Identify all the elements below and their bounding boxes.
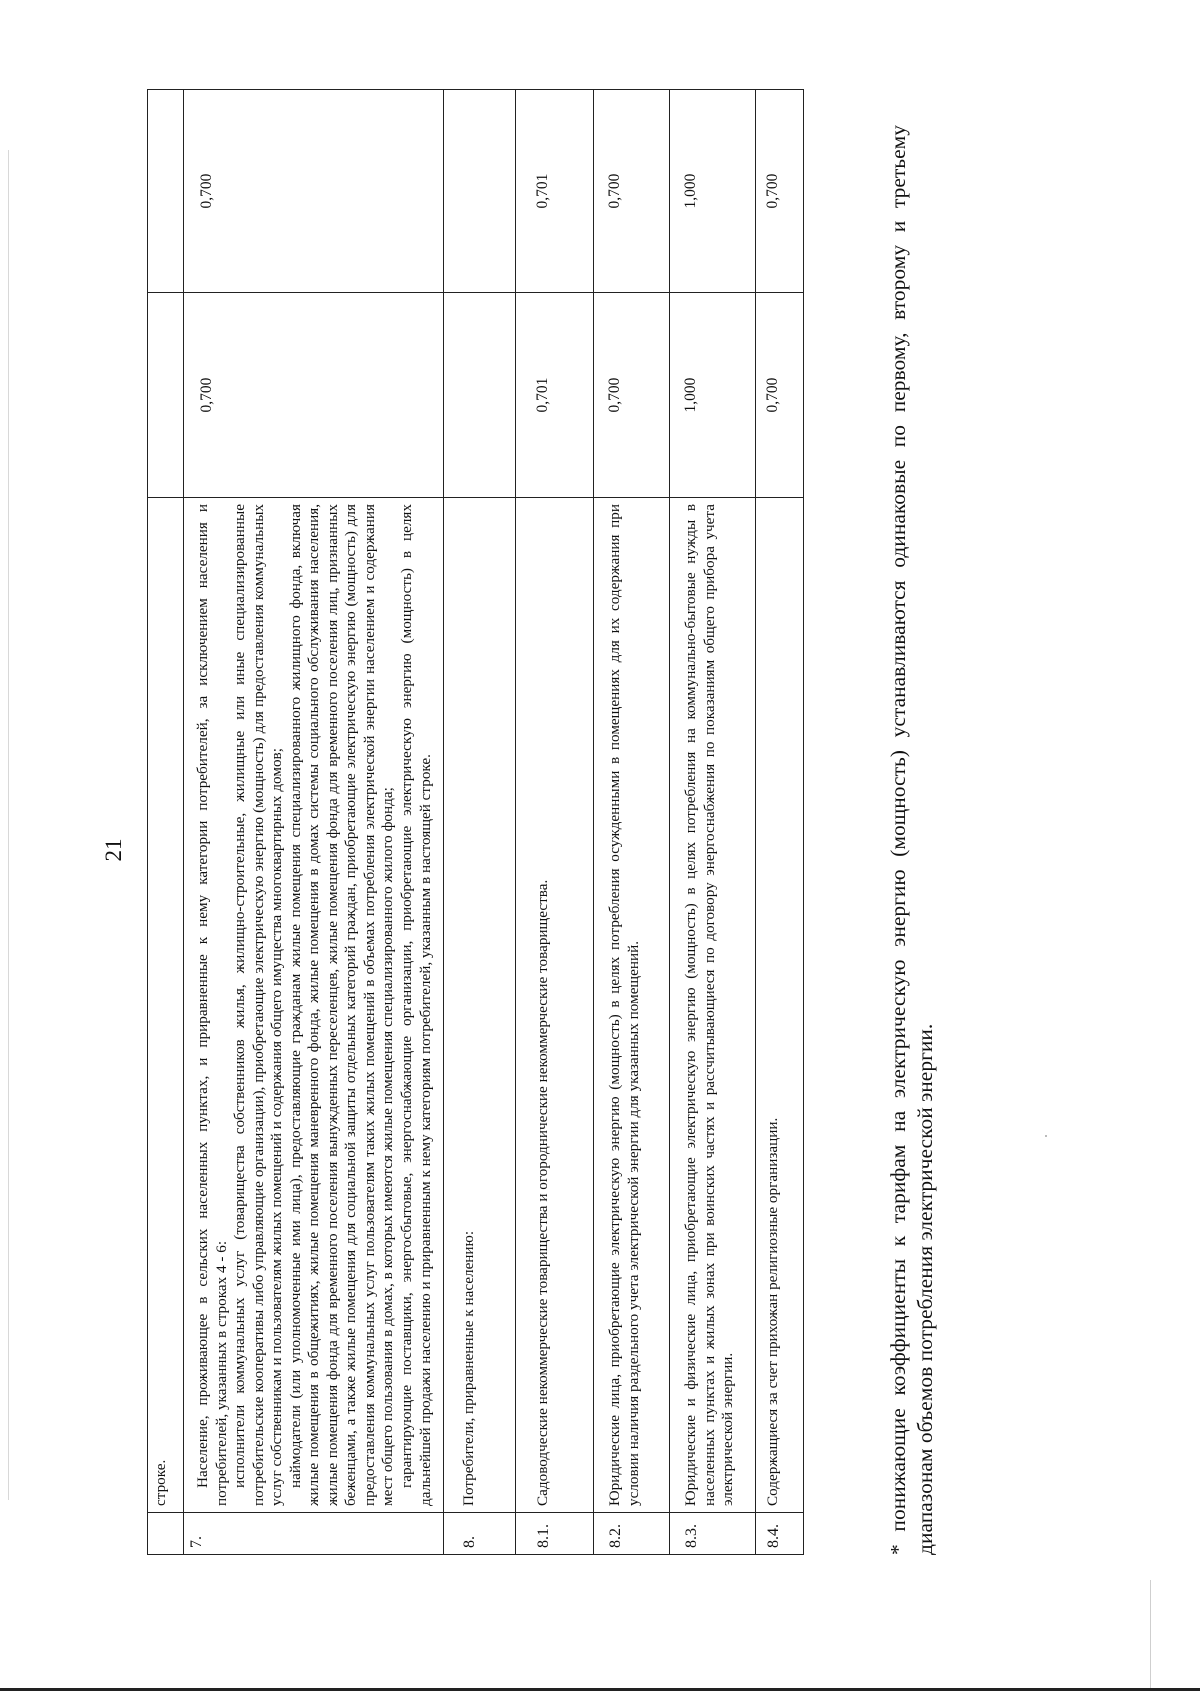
coefficient-value: 1,000 bbox=[670, 90, 756, 293]
continuation-text: строке. bbox=[148, 498, 184, 1513]
table-row-8-3 bbox=[670, 90, 756, 1555]
scan-edge-line bbox=[1150, 1580, 1151, 1690]
paragraph: гарантирующие поставщики, энергосбытовые, энергоснабжающие организации, приобретающие электрическую энергию (мощность) в целях дальнейшей продажи населению и приравненным к нему категориям потребителей, указанным в настоящей строке. bbox=[398, 504, 434, 1506]
scan-bottom-border bbox=[0, 1688, 1200, 1691]
row-description: Потребители, приравненные к населению: bbox=[444, 498, 516, 1513]
row-number: 8.1. bbox=[516, 1513, 594, 1555]
page-number: 21 bbox=[101, 838, 126, 862]
coefficient-value: 0,700 bbox=[184, 90, 444, 293]
table-row-8-2 bbox=[594, 90, 670, 1555]
row-number: 7. bbox=[184, 1513, 444, 1555]
table-row-8-1 bbox=[516, 90, 594, 1555]
coefficient-value bbox=[444, 293, 516, 498]
row-number: 8. bbox=[444, 1513, 516, 1555]
table-row-8 bbox=[444, 90, 516, 1555]
scan-edge-line bbox=[8, 150, 9, 1500]
coefficient-value: 0,700 bbox=[756, 90, 804, 293]
coefficient-value: 1,000 bbox=[670, 293, 756, 498]
row-description: Садоводческие некоммерческие товарищества и огороднические некоммерческие товарищества. bbox=[516, 498, 594, 1513]
paragraph: исполнители коммунальных услуг (товарищества собственников жилья, жилищно-строительные, жилищные или иные специализированные потребительские кооперативы либо управляющие организации), приобретающие электрическую энергию (мощность) для предоставления коммунальных услуг собственникам и пользователям жилых помещений и содержания общего имущества многоквартирных домов; bbox=[231, 504, 286, 1506]
row-number: 8.3. bbox=[670, 1513, 756, 1555]
row-number-cell bbox=[148, 1513, 184, 1555]
document-page bbox=[95, 85, 1105, 1615]
table-row-continuation bbox=[148, 90, 184, 1555]
coefficients-table bbox=[147, 89, 804, 1555]
coefficient-value: 0,700 bbox=[594, 90, 670, 293]
row-number: 8.4. bbox=[756, 1513, 804, 1555]
paragraph: Население, проживающее в сельских населенных пунктах, и приравненные к нему категории потребителей, за исключением населения и потребителей, указанных в строках 4 - 6: bbox=[194, 504, 230, 1506]
coefficient-value: 0,700 bbox=[594, 293, 670, 498]
row-number: 8.2. bbox=[594, 1513, 670, 1555]
coefficient-value: 0,700 bbox=[184, 293, 444, 498]
paragraph: наймодатели (или уполномоченные ими лица), предоставляющие гражданам жилые помещения специализированного жилищного фонда, включая жилые помещения в общежитиях, жилые помещения маневренного фонда, жилые помещения в домах системы социального обслуживания населения, жилые помещения фонда для временного поселения вынужденных переселенцев, жилые помещения фонда для временного поселения лиц, признанных беженцами, а также жилые помещения для социальной защиты отдельных категорий граждан, приобретающие электрическую энергию (мощность) для предоставления коммунальных услуг пользователям таких жилых помещений в объемах потребления электрической энергии населением и содержания мест общего пользования в домах, в которых имеются жилые помещения специализированного жилого фонда; bbox=[286, 504, 397, 1506]
value-cell bbox=[148, 293, 184, 498]
row-description: Юридические лица, приобретающие электрическую энергию (мощность) в целях потребления осужденными в помещениях для их содержания при условии наличия раздельного учета электрической энергии для указанных помещений. bbox=[594, 498, 670, 1513]
coefficient-value bbox=[444, 90, 516, 293]
row-description: Содержащиеся за счет прихожан религиозные организации. bbox=[756, 498, 804, 1513]
coefficient-value: 0,701 bbox=[516, 90, 594, 293]
row-description: Юридические и физические лица, приобретающие электрическую энергию (мощность) в целях потребления на коммунально-бытовые нужды в населенных пунктах и жилых зонах при воинских частях и рассчитывающиеся по договору энергоснабжения по показаниям общего прибора учета электрической энергии. bbox=[670, 498, 756, 1513]
coefficient-value: 0,700 bbox=[756, 293, 804, 498]
table-row-7 bbox=[184, 90, 444, 1555]
row-description bbox=[184, 498, 444, 1513]
table-row-8-4 bbox=[756, 90, 804, 1555]
coefficient-value: 0,701 bbox=[516, 293, 594, 498]
value-cell bbox=[148, 90, 184, 293]
footnote: * понижающие коэффициенты к тарифам на электрическую энергию (мощность) устанавливаются одинаковые по первому, второму и третьему диапазонам объемов потребления электрической энергии. bbox=[886, 125, 937, 1555]
